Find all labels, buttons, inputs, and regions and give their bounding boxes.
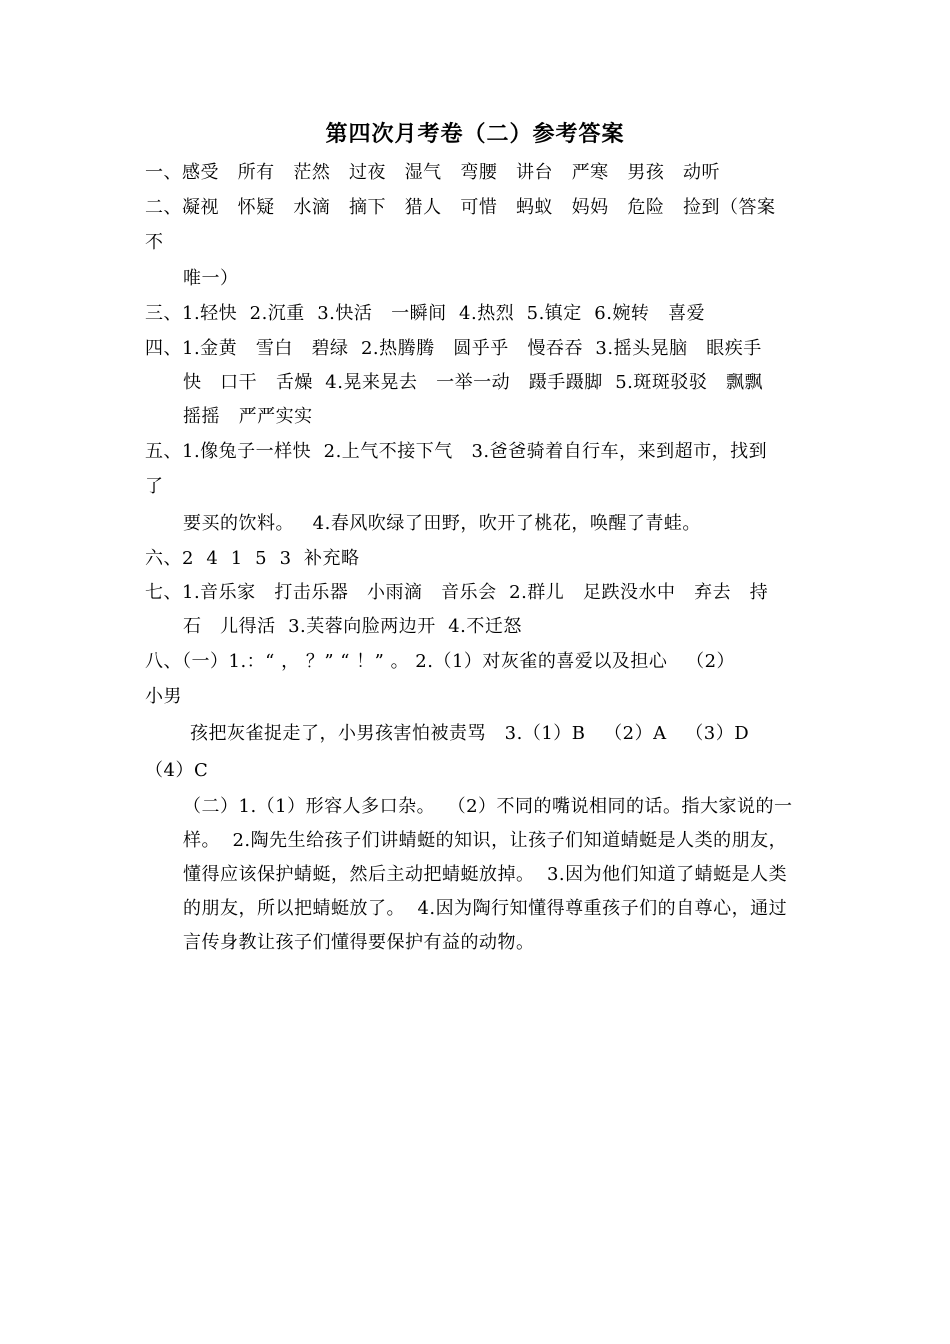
answer-line-1: 一、感受 所有 茫然 过夜 湿气 弯腰 讲台 严寒 男孩 动听 bbox=[145, 162, 720, 183]
answer-line-3: 不 bbox=[145, 232, 164, 253]
answer-line-15: 八、（一）1.：“ ， ？” “ ！” 。 2.（1）对灰雀的喜爱以及担心 （2） bbox=[145, 651, 736, 672]
answer-line-9: 五、1.像兔子一样快 2.上气不接下气 3.爸爸骑着自行车，来到超市，找到 bbox=[145, 441, 768, 462]
answer-line-2: 二、凝视 怀疑 水滴 摘下 猎人 可惜 蚂蚁 妈妈 危险 捡到（答案 bbox=[145, 197, 776, 218]
answer-line-4: 唯一） bbox=[183, 268, 239, 289]
answer-line-11: 要买的饮料。 4.春风吹绿了田野，吹开了桃花，唤醒了青蛙。 bbox=[183, 513, 701, 534]
answer-line-13: 七、1.音乐家 打击乐器 小雨滴 音乐会 2.群儿 足跌没水中 弃去 持 bbox=[145, 582, 769, 603]
answer-line-6: 四、1.金黄 雪白 碧绿 2.热腾腾 圆乎乎 慢吞吞 3.摇头晃脑 眼疾手 bbox=[145, 338, 762, 359]
answer-line-16: 小男 bbox=[145, 686, 182, 707]
answer-line-22: 的朋友，所以把蜻蜓放了。 4.因为陶行知懂得尊重孩子们的自尊心，通过 bbox=[183, 898, 788, 919]
answer-line-23: 言传身教让孩子们懂得要保护有益的动物。 bbox=[183, 932, 535, 953]
answer-line-5: 三、1.轻快 2.沉重 3.快活 一瞬间 4.热烈 5.镇定 6.婉转 喜爱 bbox=[145, 303, 706, 324]
answer-line-10: 了 bbox=[145, 476, 164, 497]
answer-line-18: （4）C bbox=[145, 760, 209, 781]
answer-line-14: 石 儿得活 3.芙蓉向脸两边开 4.不迁怒 bbox=[183, 616, 522, 637]
answer-line-20: 样。 2.陶先生给孩子们讲蜻蜓的知识，让孩子们知道蜻蜓是人类的朋友， bbox=[183, 830, 788, 851]
answer-line-17: 孩把灰雀捉走了，小男孩害怕被责骂 3.（1）B （2）A （3）D bbox=[190, 723, 750, 744]
answer-line-7: 快 口干 舌燥 4.晃来晃去 一举一动 蹑手蹑脚 5.斑斑驳驳 飘飘 bbox=[183, 372, 764, 393]
document-title: 第四次月考卷（二）参考答案 bbox=[325, 122, 625, 147]
answer-line-8: 摇摇 严严实实 bbox=[183, 406, 313, 427]
answer-line-19: （二）1.（1）形容人多口杂。 （2）不同的嘴说相同的话。指大家说的一 bbox=[183, 796, 793, 817]
answer-line-12: 六、2 4 1 5 3 补充略 bbox=[145, 548, 360, 569]
answer-line-21: 懂得应该保护蜻蜓，然后主动把蜻蜓放掉。 3.因为他们知道了蜻蜓是人类 bbox=[183, 864, 788, 885]
